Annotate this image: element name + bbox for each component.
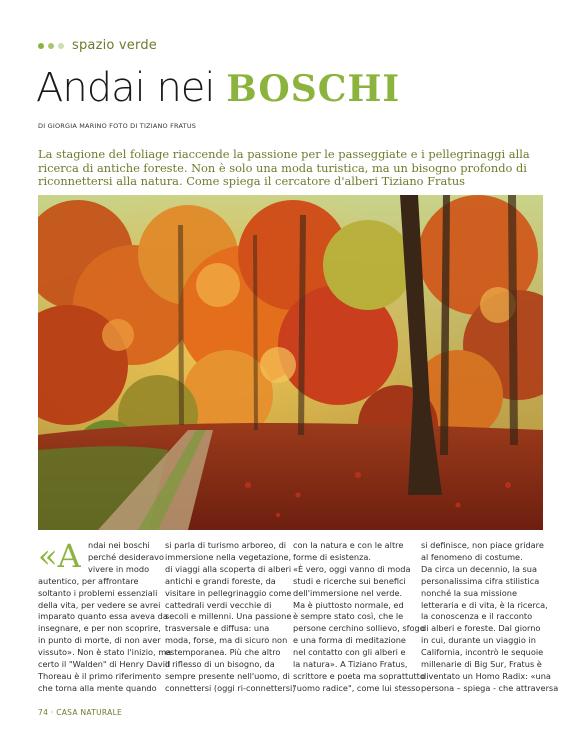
- body-column-1: [38, 540, 172, 695]
- page-number: 74: [38, 708, 49, 717]
- byline: DI GIORGIA MARINO FOTO DI TIZIANO FRATUS: [38, 122, 197, 130]
- body-line: forme di esistenza.: [293, 551, 372, 562]
- body-line: cattedrali verdi vecchie di: [165, 599, 272, 610]
- footer-separator: ·: [48, 708, 57, 717]
- body-line: con la natura e con le altre: [293, 540, 404, 550]
- body-line: personalissima cifra stilistica: [421, 575, 540, 586]
- body-line: visitare in pellegrinaggio come: [165, 587, 292, 598]
- body-line: immersione nella vegetazione,: [165, 551, 292, 562]
- body-line: California, incontrò le sequoie: [421, 647, 544, 658]
- body-line: e una forma di meditazione: [293, 635, 406, 646]
- body-line: che torna alla mente quando: [38, 682, 157, 693]
- body-column-3: [293, 540, 425, 695]
- body-line: vivere in modo: [88, 563, 150, 574]
- section-dot-icon: [38, 43, 44, 49]
- body-line: estemporanea. Più che altro: [165, 647, 281, 658]
- drop-cap-text: «A: [38, 537, 81, 575]
- article-title: [36, 64, 400, 113]
- body-line: nel contatto con gli alberi e: [293, 647, 406, 658]
- body-line: di viaggi alla scoperta di alberi: [165, 563, 292, 574]
- body-line: la natura». A Tiziano Fratus,: [293, 659, 408, 670]
- title-plain: Andai nei: [36, 65, 227, 111]
- body-line: autentico, per affrontare: [38, 575, 139, 586]
- body-line: soltanto i problemi essenziali: [38, 587, 158, 598]
- body-line: antichi e grandi foreste, da: [165, 575, 276, 586]
- body-line: Da circa un decennio, la sua: [421, 563, 537, 574]
- body-line: scrittore e poeta ma soprattutto: [293, 670, 425, 681]
- body-line: perché desideravo: [88, 551, 164, 562]
- lede-paragraph: La stagione del foliage riaccende la passione per le passeggiate e i pellegrinaggi alla ricerca di antiche foreste. Non è solo una moda turistica, ma un bisogno profondo di riconnettersi alla natura. Come spiega il cercatore d'alberi Tiziano Fratus: [38, 147, 530, 188]
- body-line: "uomo radice", come lui stesso: [293, 682, 421, 693]
- body-column-4: [421, 540, 559, 695]
- body-line: al fenomeno di costume.: [421, 551, 523, 562]
- body-line: Thoreau è il primo riferimento: [38, 670, 162, 681]
- page-footer: [38, 708, 122, 717]
- forest-photo: [38, 195, 543, 530]
- body-line: vissuto». Non è stato l'inizio, ma: [38, 647, 172, 658]
- body-line: persona – spiega - che attraversa: [421, 682, 559, 693]
- body-line: nonché la sua missione: [421, 587, 517, 598]
- body-line: «È vero, oggi vanno di moda: [293, 563, 411, 574]
- forest-photo-illustration: [38, 195, 543, 530]
- section-label: spazio verde: [72, 38, 157, 53]
- body-line: millenarie di Big Sur, Fratus è: [421, 659, 542, 670]
- body-line: si definisce, non piace gridare: [421, 540, 544, 550]
- body-line: diventato un Homo Radix: «una: [421, 670, 551, 681]
- body-line: la conoscenza e il racconto: [421, 611, 533, 622]
- body-line: di alberi e foreste. Dal giorno: [421, 623, 541, 634]
- magazine-name: CASA NATURALE: [56, 708, 123, 717]
- body-line: della vita, per vedere se avrei: [38, 599, 161, 610]
- body-column-2: [165, 540, 296, 695]
- body-line: certo il "Walden" di Henry David: [38, 659, 171, 670]
- section-dot-icon: [58, 43, 64, 49]
- section-tag: [38, 38, 157, 53]
- body-line: imparato quanto essa aveva da: [38, 611, 168, 622]
- body-line: in punto di morte, di non aver: [38, 635, 161, 646]
- body-line: insegnare, e per non scoprire,: [38, 623, 161, 634]
- body-line: secoli e millenni. Una passione: [165, 611, 292, 622]
- body-line: si parla di turismo arboreo, di: [165, 540, 287, 550]
- body-line: letteraria e di vita, è la ricerca,: [421, 599, 548, 610]
- body-line: sempre presente nell'uomo, di: [165, 670, 290, 681]
- body-line: persone cerchino sollievo, sfogo: [293, 623, 425, 634]
- body-line: il riflesso di un bisogno, da: [165, 659, 275, 670]
- section-dot-icon: [48, 43, 54, 49]
- body-line: trasversale e diffusa: una: [165, 623, 270, 634]
- body-line: in cui, durante un viaggio in: [421, 635, 536, 646]
- body-line: Ma è piuttosto normale, ed: [293, 599, 404, 610]
- body-line: connettersi (oggi ri-connettersi): [165, 682, 296, 693]
- title-accent: BOSCHI: [226, 68, 401, 110]
- body-line: moda, forse, ma di sicuro non: [165, 635, 288, 646]
- body-line: studi e ricerche sui benefici: [293, 575, 406, 586]
- body-line: dell'immersione nel verde.: [293, 587, 403, 598]
- body-line: ndai nei boschi: [88, 540, 150, 550]
- body-line: è sempre stato così, che le: [293, 611, 404, 622]
